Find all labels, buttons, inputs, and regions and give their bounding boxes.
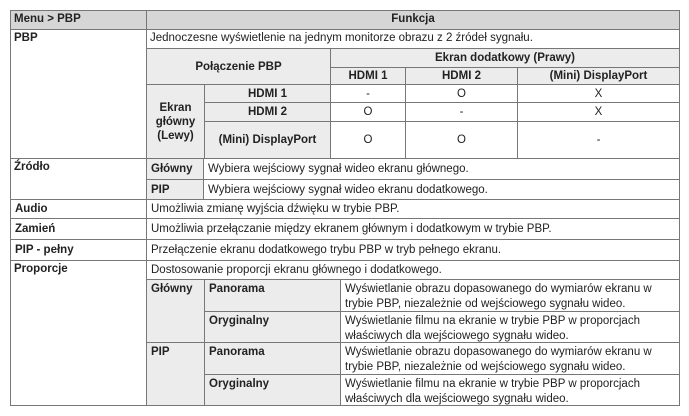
audio-desc: Umożliwia zmianę wyjścia dźwięku w trybie PBP. xyxy=(146,199,680,219)
zrodlo-pip-desc: Wybiera wejściowy sygnał wideo ekranu dodatkowego. xyxy=(203,179,680,200)
val-dp-hdmi1: O xyxy=(330,121,406,159)
glowny-panorama-desc xyxy=(340,279,680,312)
col-displayport: (Mini) DisplayPort xyxy=(517,67,680,85)
row-displayport: (Mini) DisplayPort xyxy=(204,121,331,159)
glowny-panorama-line1: Wyświetlanie obrazu dopasowanego do wymiarów ekranu w xyxy=(345,283,652,295)
pbp-settings-table xyxy=(10,10,680,406)
glowny-oryginalny-label: Oryginalny xyxy=(204,311,341,343)
pip-panorama-desc xyxy=(340,342,680,375)
zrodlo-glowny-desc: Wybiera wejściowy sygnał wideo ekranu głównego. xyxy=(203,158,680,180)
val-hdmi1-dp: X xyxy=(517,84,680,103)
main-screen-label: Ekran główny (Lewy) xyxy=(146,84,205,159)
glowny-panorama-line2: trybie PBP, niezależnie od wejściowego sygnału wideo. xyxy=(345,298,626,310)
extra-screen-header: Ekran dodatkowy (Prawy) xyxy=(330,48,680,68)
val-dp-hdmi2: O xyxy=(405,121,518,159)
header-menu: Menu > PBP xyxy=(10,10,147,30)
pbp-label: PBP xyxy=(10,29,147,159)
val-dp-dp: - xyxy=(517,121,680,159)
pip-oryginalny-desc xyxy=(340,374,680,406)
row-hdmi2: HDMI 2 xyxy=(204,102,331,122)
pbp-connection-label: Połączenie PBP xyxy=(146,48,331,85)
pip-full-label: PIP - pełny xyxy=(10,239,147,261)
val-hdmi1-hdmi1: - xyxy=(330,84,406,103)
proporcje-glowny-label: Główny xyxy=(146,279,205,343)
glowny-oryginalny-line1: Wyświetlanie filmu na ekranie w trybie PBP w proporcjach xyxy=(345,315,640,327)
pip-panorama-line1: Wyświetlanie obrazu dopasowanego do wymiarów ekranu w xyxy=(345,346,652,358)
pbp-description: Jednoczesne wyświetlenie na jednym monitorze obrazu z 2 źródeł sygnału. xyxy=(146,29,680,49)
proporcje-label: Proporcje xyxy=(10,260,147,406)
proporcje-pip-label: PIP xyxy=(146,342,205,406)
proporcje-desc: Dostosowanie proporcji ekranu głównego i dodatkowego. xyxy=(146,260,680,280)
pip-full-desc: Przełączenie ekranu dodatkowego trybu PBP w tryb pełnego ekranu. xyxy=(146,239,680,261)
audio-label: Audio xyxy=(10,199,147,219)
col-hdmi1: HDMI 1 xyxy=(330,67,406,85)
pip-oryginalny-label: Oryginalny xyxy=(204,374,341,406)
col-hdmi2: HDMI 2 xyxy=(405,67,518,85)
val-hdmi2-hdmi1: O xyxy=(330,102,406,122)
zamien-label: Zamień xyxy=(10,218,147,240)
header-function: Funkcja xyxy=(146,10,680,30)
glowny-oryginalny-desc xyxy=(340,311,680,343)
zrodlo-pip-label: PIP xyxy=(146,179,204,200)
zrodlo-label: Źródło xyxy=(10,158,147,200)
glowny-panorama-label: Panorama xyxy=(204,279,341,312)
zrodlo-glowny-label: Główny xyxy=(146,158,204,180)
val-hdmi2-hdmi2: - xyxy=(405,102,518,122)
pip-panorama-line2: trybie PBP, niezależnie od wejściowego sygnału wideo. xyxy=(345,361,626,373)
row-hdmi1: HDMI 1 xyxy=(204,84,331,103)
zamien-desc: Umożliwia przełączanie między ekranem głównym i dodatkowym w trybie PBP. xyxy=(146,218,680,240)
pip-oryginalny-line2: właściwych dla wejściowego sygnału wideo. xyxy=(345,393,569,405)
pip-panorama-label: Panorama xyxy=(204,342,341,375)
val-hdmi1-hdmi2: O xyxy=(405,84,518,103)
pip-oryginalny-line1: Wyświetlanie filmu na ekranie w trybie PBP w proporcjach xyxy=(345,378,640,390)
val-hdmi2-dp: X xyxy=(517,102,680,122)
glowny-oryginalny-line2: właściwych dla wejściowego sygnału wideo. xyxy=(345,330,569,342)
